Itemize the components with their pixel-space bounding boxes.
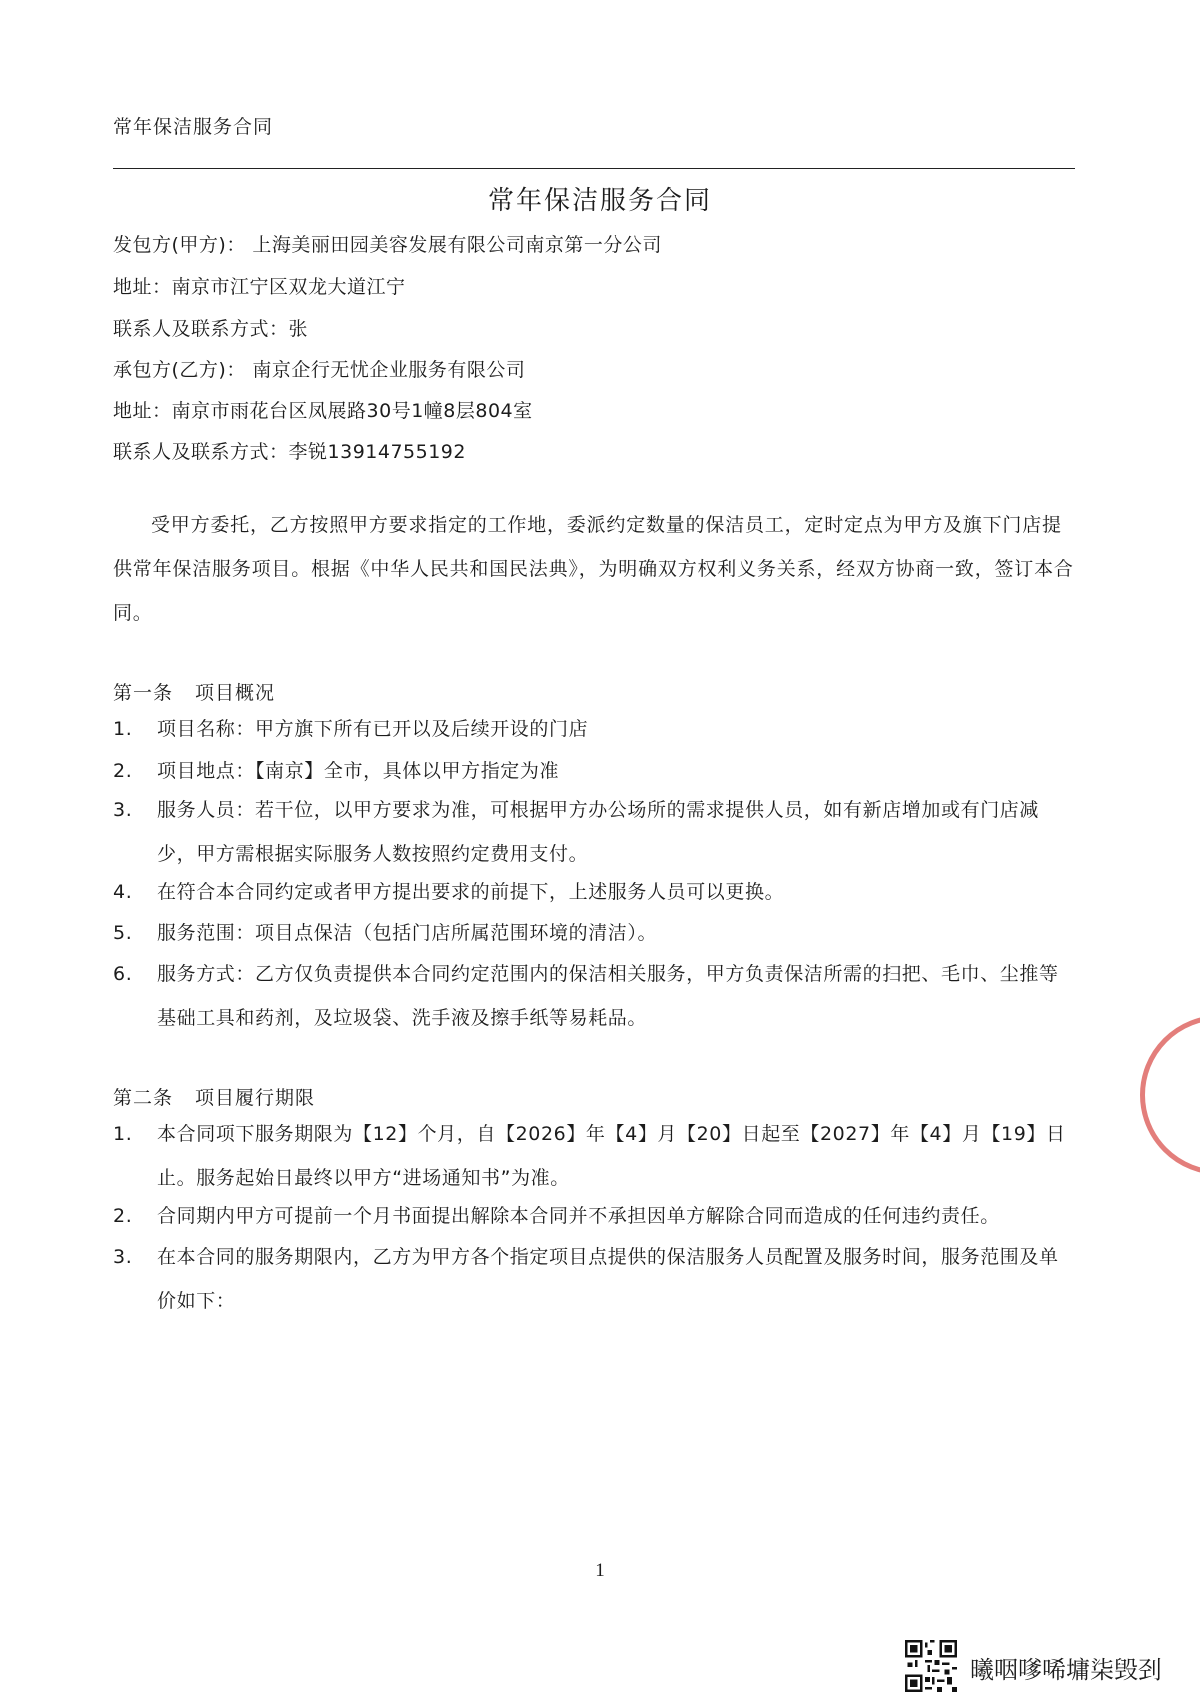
company-seal (1140, 1015, 1200, 1175)
party-a-label: 发包方(甲方)： (113, 234, 246, 256)
list-item-number: 6. (113, 963, 133, 985)
list-item-number: 3. (113, 1246, 133, 1268)
party-b-contact-line (113, 437, 466, 464)
party-a-value: 上海美丽田园美容发展有限公司南京第一分公司 (245, 234, 662, 256)
footer-text: 曦咽嗲唏墉柒毁刭 (970, 1656, 1162, 1684)
list-item-text: 项目名称：甲方旗下所有已开以及后续开设的门店 (157, 718, 589, 740)
list-item (113, 749, 1075, 793)
list-item-number: 2. (113, 760, 133, 782)
list-item-number: 3. (113, 799, 133, 821)
party-a-address-label: 地址： (113, 276, 172, 298)
list-item-text: 在符合本合同约定或者甲方提出要求的前提下，上述服务人员可以更换。 (157, 881, 785, 903)
list-item (113, 870, 1075, 914)
party-a-address-line (113, 272, 406, 299)
party-a-contact-value: 张 (288, 318, 309, 340)
party-b-contact-label: 联系人及联系方式： (113, 441, 289, 463)
list-item (113, 911, 1075, 955)
party-a-contact-line (113, 314, 308, 341)
running-header: 常年保洁服务合同 (113, 116, 274, 138)
list-item-text: 服务人员：若干位，以甲方要求为准，可根据甲方办公场所的需求提供人员，如有新店增加或有门店减少，甲方需根据实际服务人数按照约定费用支付。 (157, 799, 1040, 865)
list-item-number: 1. (113, 1123, 133, 1145)
list-item (113, 788, 1075, 876)
list-item-text: 合同期内甲方可提前一个月书面提出解除本合同并不承担因单方解除合同而造成的任何违约责任。 (157, 1205, 1000, 1227)
list-item-number: 4. (113, 881, 133, 903)
party-a-contact-label: 联系人及联系方式： (113, 318, 289, 340)
list-item-text: 服务范围：项目点保洁（包括门店所属范围环境的清洁）。 (157, 922, 658, 944)
party-a-address-value: 南京市江宁区双龙大道江宁 (171, 276, 406, 298)
party-b-address-line (113, 396, 533, 423)
list-item-text: 服务方式：乙方仅负责提供本合同约定范围内的保洁相关服务，甲方负责保洁所需的扫把、毛巾、尘推等基础工具和药剂，及垃圾袋、洗手液及擦手纸等易耗品。 (157, 963, 1059, 1029)
section-2-heading (113, 1083, 315, 1110)
list-item-text: 在本合同的服务期限内，乙方为甲方各个指定项目点提供的保洁服务人员配置及服务时间，服务范围及单价如下： (157, 1246, 1059, 1312)
list-item-number: 5. (113, 922, 133, 944)
section-1-number: 第一条 (113, 682, 174, 704)
party-b-label: 承包方(乙方)： (113, 359, 246, 381)
list-item (113, 952, 1075, 1040)
section-2-number: 第二条 (113, 1087, 174, 1109)
list-item (113, 1194, 1075, 1238)
section-1-name: 项目概况 (195, 682, 276, 704)
preamble-paragraph: 受甲方委托，乙方按照甲方要求指定的工作地，委派约定数量的保洁员工，定时定点为甲方及旗下门店提供常年保洁服务项目。根据《中华人民共和国民法典》，为明确双方权利义务关系，经双方协商一致，签订本合同。 (113, 514, 1074, 624)
list-item-number: 1. (113, 718, 133, 740)
list-item-number: 2. (113, 1205, 133, 1227)
list-item (113, 1112, 1075, 1200)
party-a-name-line (113, 230, 662, 257)
qr-code-icon (905, 1640, 957, 1692)
section-1-heading (113, 678, 275, 705)
header-divider (113, 168, 1075, 169)
document-title: 常年保洁服务合同 (487, 186, 712, 216)
party-b-name-line (113, 355, 525, 382)
list-item (113, 1235, 1075, 1323)
page-number: 1 (595, 1560, 605, 1581)
list-item-text: 本合同项下服务期限为【12】个月，自【2026】年【4】月【20】日起至【2027】年【4】月【19】日止。服务起始日最终以甲方“进场通知书”为准。 (157, 1123, 1066, 1189)
list-item-text: 项目地点：【南京】全市，具体以甲方指定为准 (157, 760, 560, 782)
list-item (113, 707, 1075, 751)
party-b-value: 南京企行无忧企业服务有限公司 (245, 359, 526, 381)
party-b-address-value: 南京市雨花台区凤展路30号1幢8层804室 (171, 400, 533, 422)
party-b-contact-value: 李锐13914755192 (288, 441, 466, 463)
section-2-name: 项目履行期限 (195, 1087, 316, 1109)
party-b-address-label: 地址： (113, 400, 172, 422)
